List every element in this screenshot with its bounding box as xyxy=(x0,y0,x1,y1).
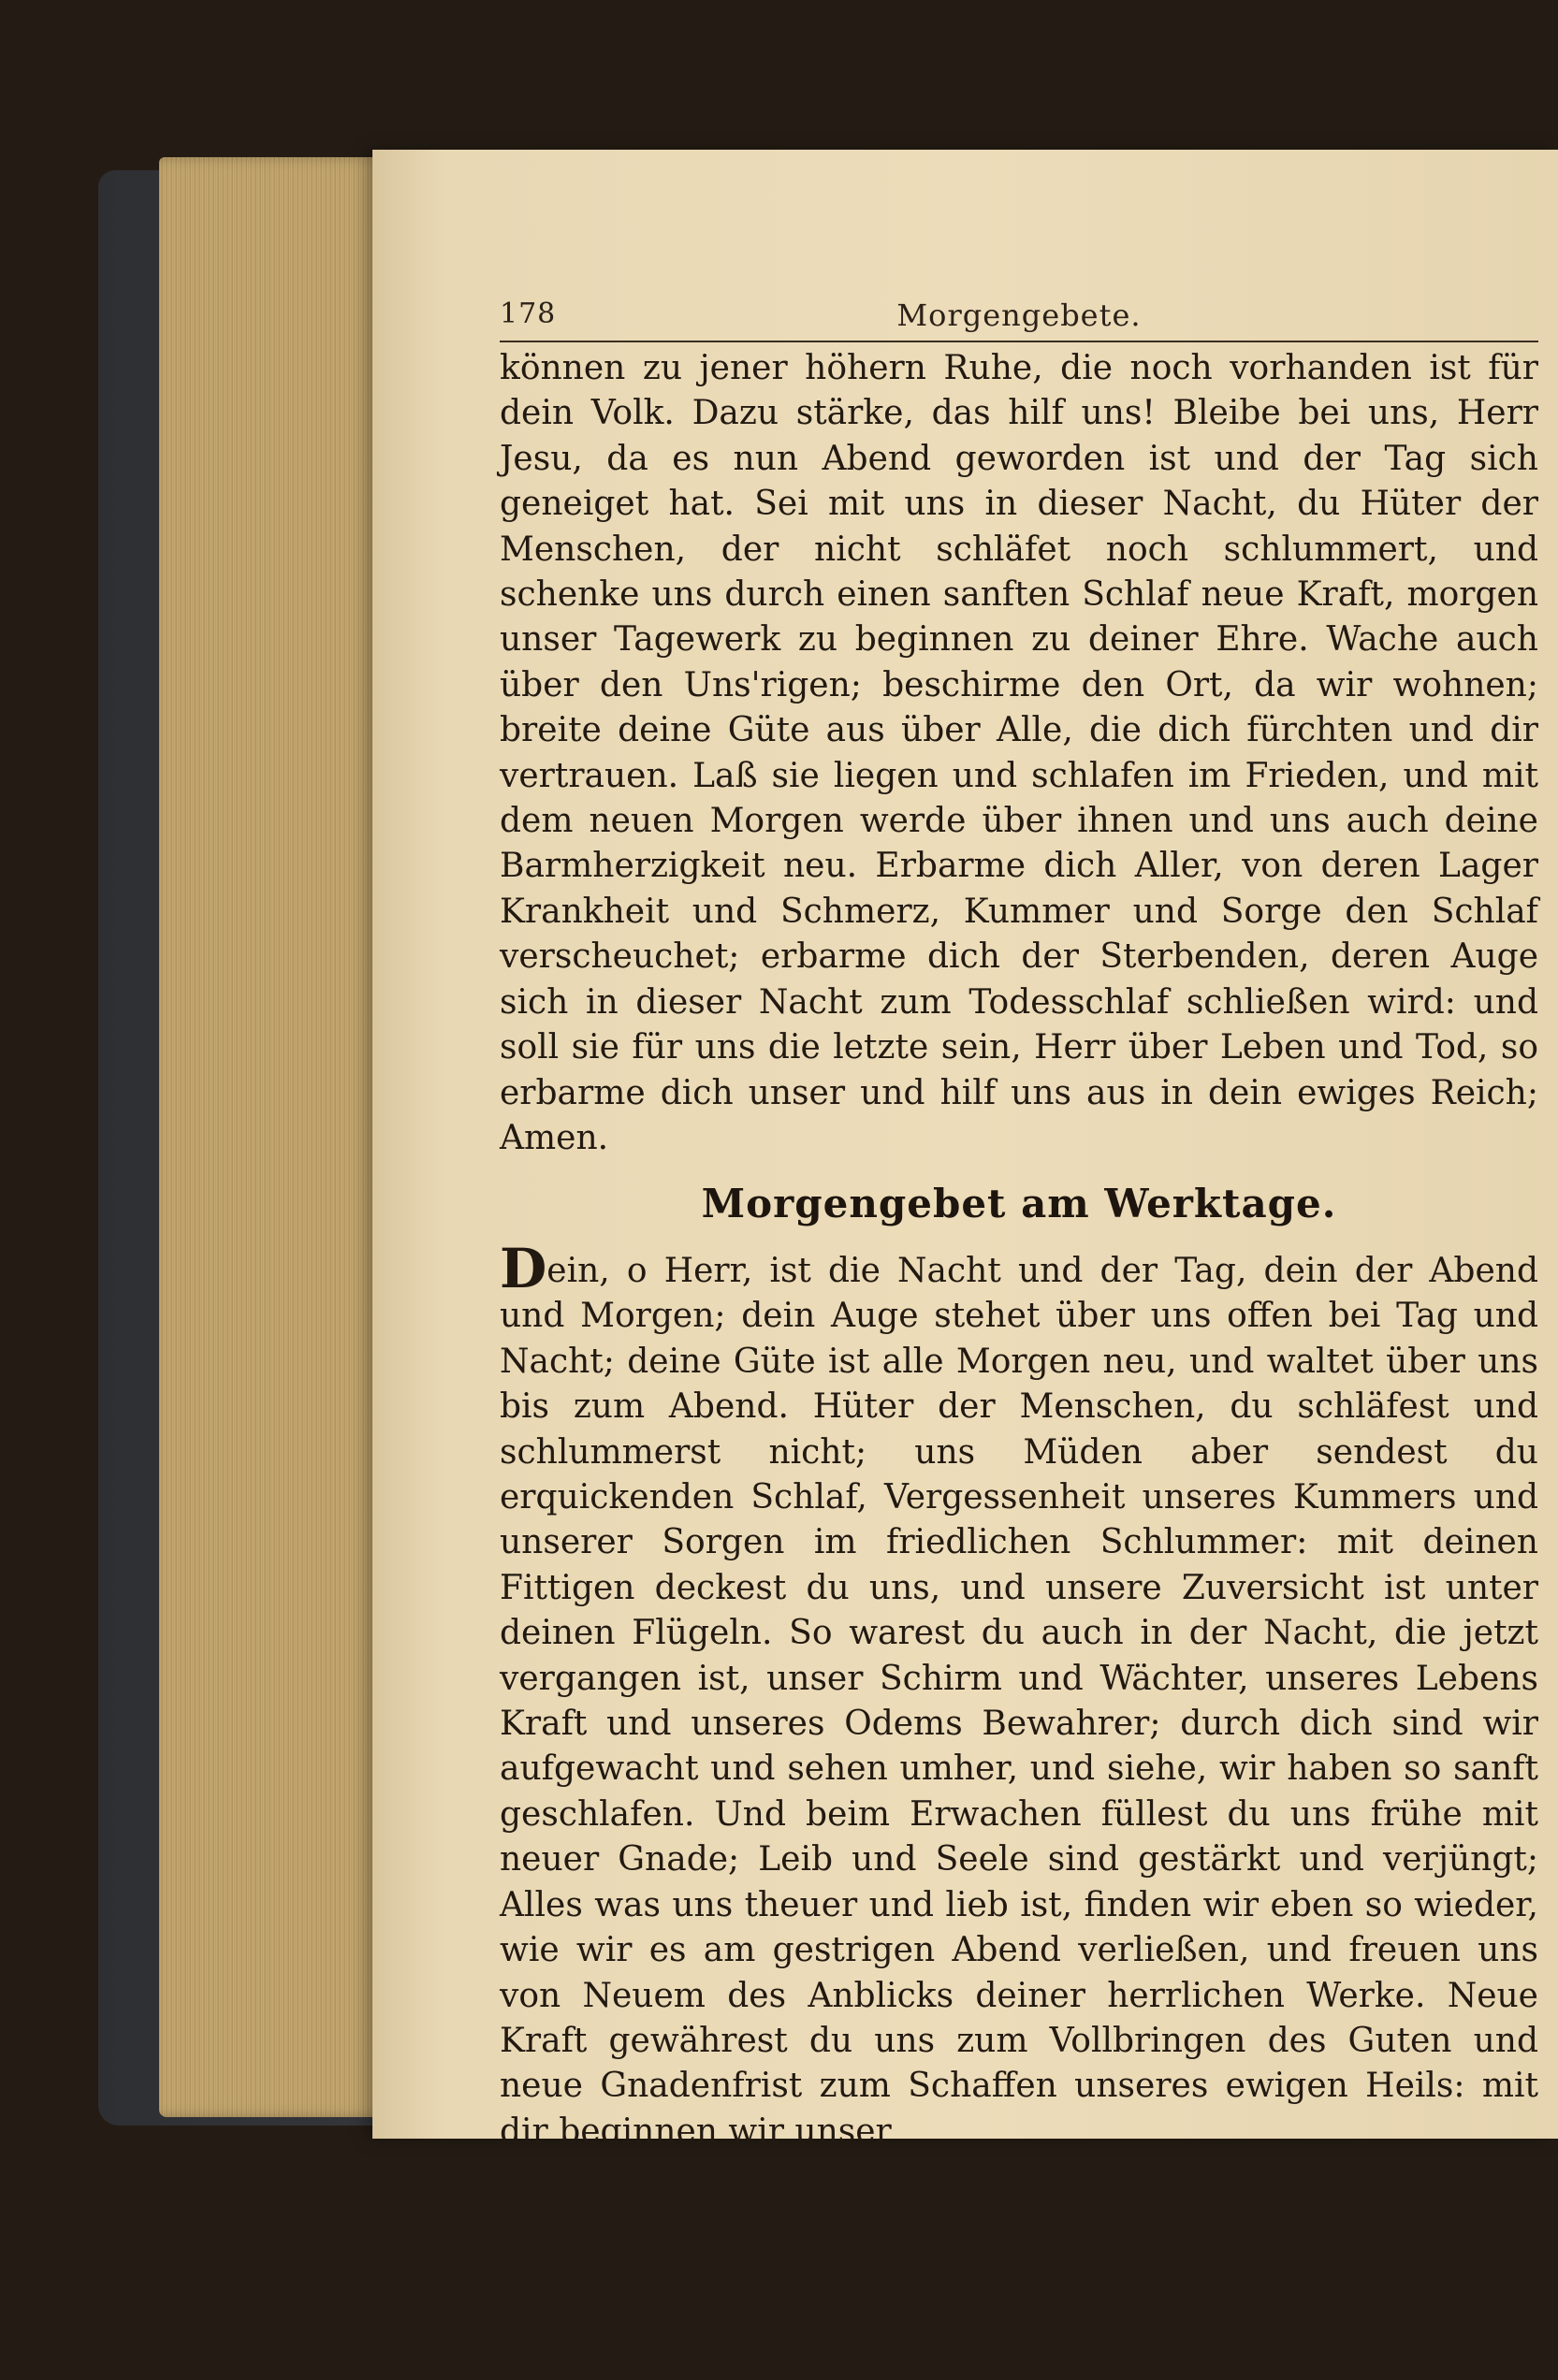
page-edges xyxy=(159,157,393,2117)
prayer-end-paragraph: können zu jener höhern Ruhe, die noch vorhanden ist für dein Volk. Dazu stärke, das hilf uns! Bleibe bei uns, Herr Jesu, da es nun Abend geworden ist und der Tag sich geneiget hat. Sei mit uns in dieser Nacht, du Hüter der Menschen, der nicht schläfet noch schlummert, und schenke uns durch einen sanften Schlaf neue Kraft, morgen unser Tagewerk zu beginnen zu deiner Ehre. Wache auch über den Uns'rigen; beschirme den Ort, da wir wohnen; breite deine Güte aus über Alle, die dich fürchten und dir vertrauen. Laß sie liegen und schlafen im Frieden, und mit dem neuen Morgen werde über ihnen und uns auch deine Barmherzigkeit neu. Erbarme dich Aller, von deren Lager Krankheit und Schmerz, Kummer und Sorge den Schlaf verscheuchet; erbarme dich der Sterbenden, deren Auge sich in dieser Nacht zum Todesschlaf schließen wird: und soll sie für uns die letzte sein, Herr über Leben und Tod, so erbarme dich unser und hilf uns aus in dein ewiges Reich; Amen. xyxy=(500,349,1538,1157)
initial-letter: D xyxy=(500,1237,547,1300)
section-text xyxy=(500,1237,1538,2155)
running-title: Morgengebete. xyxy=(896,298,1142,333)
page-number: 178 xyxy=(500,298,557,330)
page-header xyxy=(500,298,1538,339)
section-paragraph xyxy=(500,1237,1538,2155)
prayer-end-text xyxy=(500,346,1538,1161)
section-heading: Morgengebet am Werktage. xyxy=(701,1181,1337,1226)
section-body: ein, o Herr, ist die Nacht und der Tag, dein der Abend und Morgen; dein Auge stehet über uns offen bei Tag und Nacht; deine Güte ist alle Morgen neu, und waltet über uns bis zum Abend. Hüter der Menschen, du schläfest und schlummerst nicht; uns Müden aber sendest du erquickenden Schlaf, Vergessenheit unseres Kummers und unserer Sorgen im friedlichen Schlummer: mit deinen Fittigen deckest du uns, und unsere Zuversicht ist unter deinen Flügeln. So warest du auch in der Nacht, die jetzt vergangen ist, unser Schirm und Wächter, unseres Lebens Kraft und unseres Odems Bewahrer; durch dich sind wir aufgewacht und sehen umher, und siehe, wir haben so sanft geschlafen. Und beim Erwachen füllest du uns frühe mit neuer Gnade; Leib und Seele sind gestärkt und verjüngt; Alles was uns theuer und lieb ist, finden wir eben so wieder, wie wir es am gestrigen Abend verließen, und freuen uns von Neuem des Anblicks deiner herrlichen Werke. Neue Kraft gewährest du uns zum Vollbringen des Guten und neue Gnadenfrist zum Schaffen unseres ewigen Heils: mit dir beginnen wir unser xyxy=(500,1252,1538,2151)
header-rule xyxy=(500,341,1538,342)
